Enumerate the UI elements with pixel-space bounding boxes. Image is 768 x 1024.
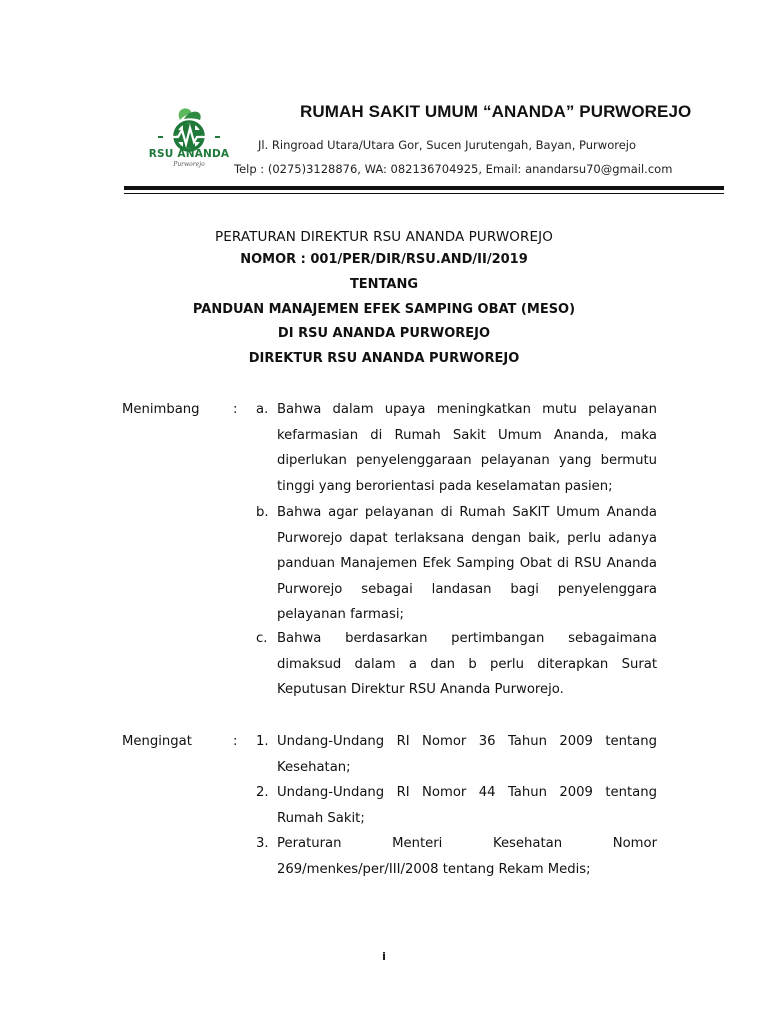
- menimbang-colon: :: [233, 402, 238, 417]
- menimbang-label: Menimbang: [122, 402, 200, 417]
- letterhead-divider: [124, 186, 724, 190]
- mengingat-item-3: Peraturan Menteri Kesehatan Nomor 269/menkes/per/III/2008 tentang Rekam Medis;: [277, 836, 657, 877]
- menimbang-item-b: Bahwa agar pelayanan di Rumah SaKIT Umum Ananda Purworejo dapat terlaksana dengan baik, perlu adanya panduan Manajemen Efek Samping Obat di RSU Ananda Purworejo sebagai landasan bagi penyelenggara pelayanan farmasi;: [277, 505, 657, 622]
- hospital-address: Jl. Ringroad Utara/Utara Gor, Sucen Jurutengah, Bayan, Purworejo: [258, 138, 637, 152]
- regulation-number: NOMOR : 001/PER/DIR/RSU.AND/II/2019: [240, 252, 528, 267]
- menimbang-item-c: Bahwa berdasarkan pertimbangan sebagaimana dimaksud dalam a dan b perlu diterapkan Surat Keputusan Direktur RSU Ananda Purworejo.: [277, 631, 657, 697]
- hospital-contact: Telp : (0275)3128876, WA: 082136704925, Email: anandarsu70@gmail.com: [234, 162, 673, 176]
- logo-text: RSU ANANDA: [148, 148, 230, 160]
- mengingat-marker-3: 3.: [256, 836, 269, 851]
- mengingat-colon: :: [233, 734, 238, 749]
- letterhead-divider-thin: [124, 193, 724, 194]
- regulation-location: DI RSU ANANDA PURWOREJO: [277, 326, 491, 341]
- mengingat-marker-1: 1.: [256, 734, 269, 749]
- mengingat-marker-2: 2.: [256, 785, 269, 800]
- regulation-heading: PERATURAN DIREKTUR RSU ANANDA PURWOREJO: [215, 229, 553, 245]
- menimbang-marker-c: c.: [256, 631, 268, 646]
- regulation-issuer: DIREKTUR RSU ANANDA PURWOREJO: [248, 351, 520, 366]
- mengingat-item-2: Undang-Undang RI Nomor 44 Tahun 2009 tentang Rumah Sakit;: [277, 785, 657, 826]
- logo-subtext: Purworejo: [173, 161, 205, 168]
- regulation-subject: PANDUAN MANAJEMEN EFEK SAMPING OBAT (MESO): [192, 302, 576, 317]
- hospital-name: RUMAH SAKIT UMUM “ANANDA” PURWOREJO: [300, 102, 692, 121]
- mengingat-item-1: Undang-Undang RI Nomor 36 Tahun 2009 tentang Kesehatan;: [277, 734, 657, 775]
- menimbang-marker-a: a.: [256, 402, 269, 417]
- page-number: i: [382, 950, 386, 963]
- menimbang-item-a: Bahwa dalam upaya meningkatkan mutu pelayanan kefarmasian di Rumah Sakit Umum Ananda, maka diperlukan penyelenggaraan pelayanan yang bermutu tinggi yang berorientasi pada keselamatan pasien;: [277, 402, 657, 494]
- mengingat-label: Mengingat: [122, 734, 192, 749]
- menimbang-marker-b: b.: [256, 505, 269, 520]
- regulation-about: TENTANG: [349, 277, 419, 292]
